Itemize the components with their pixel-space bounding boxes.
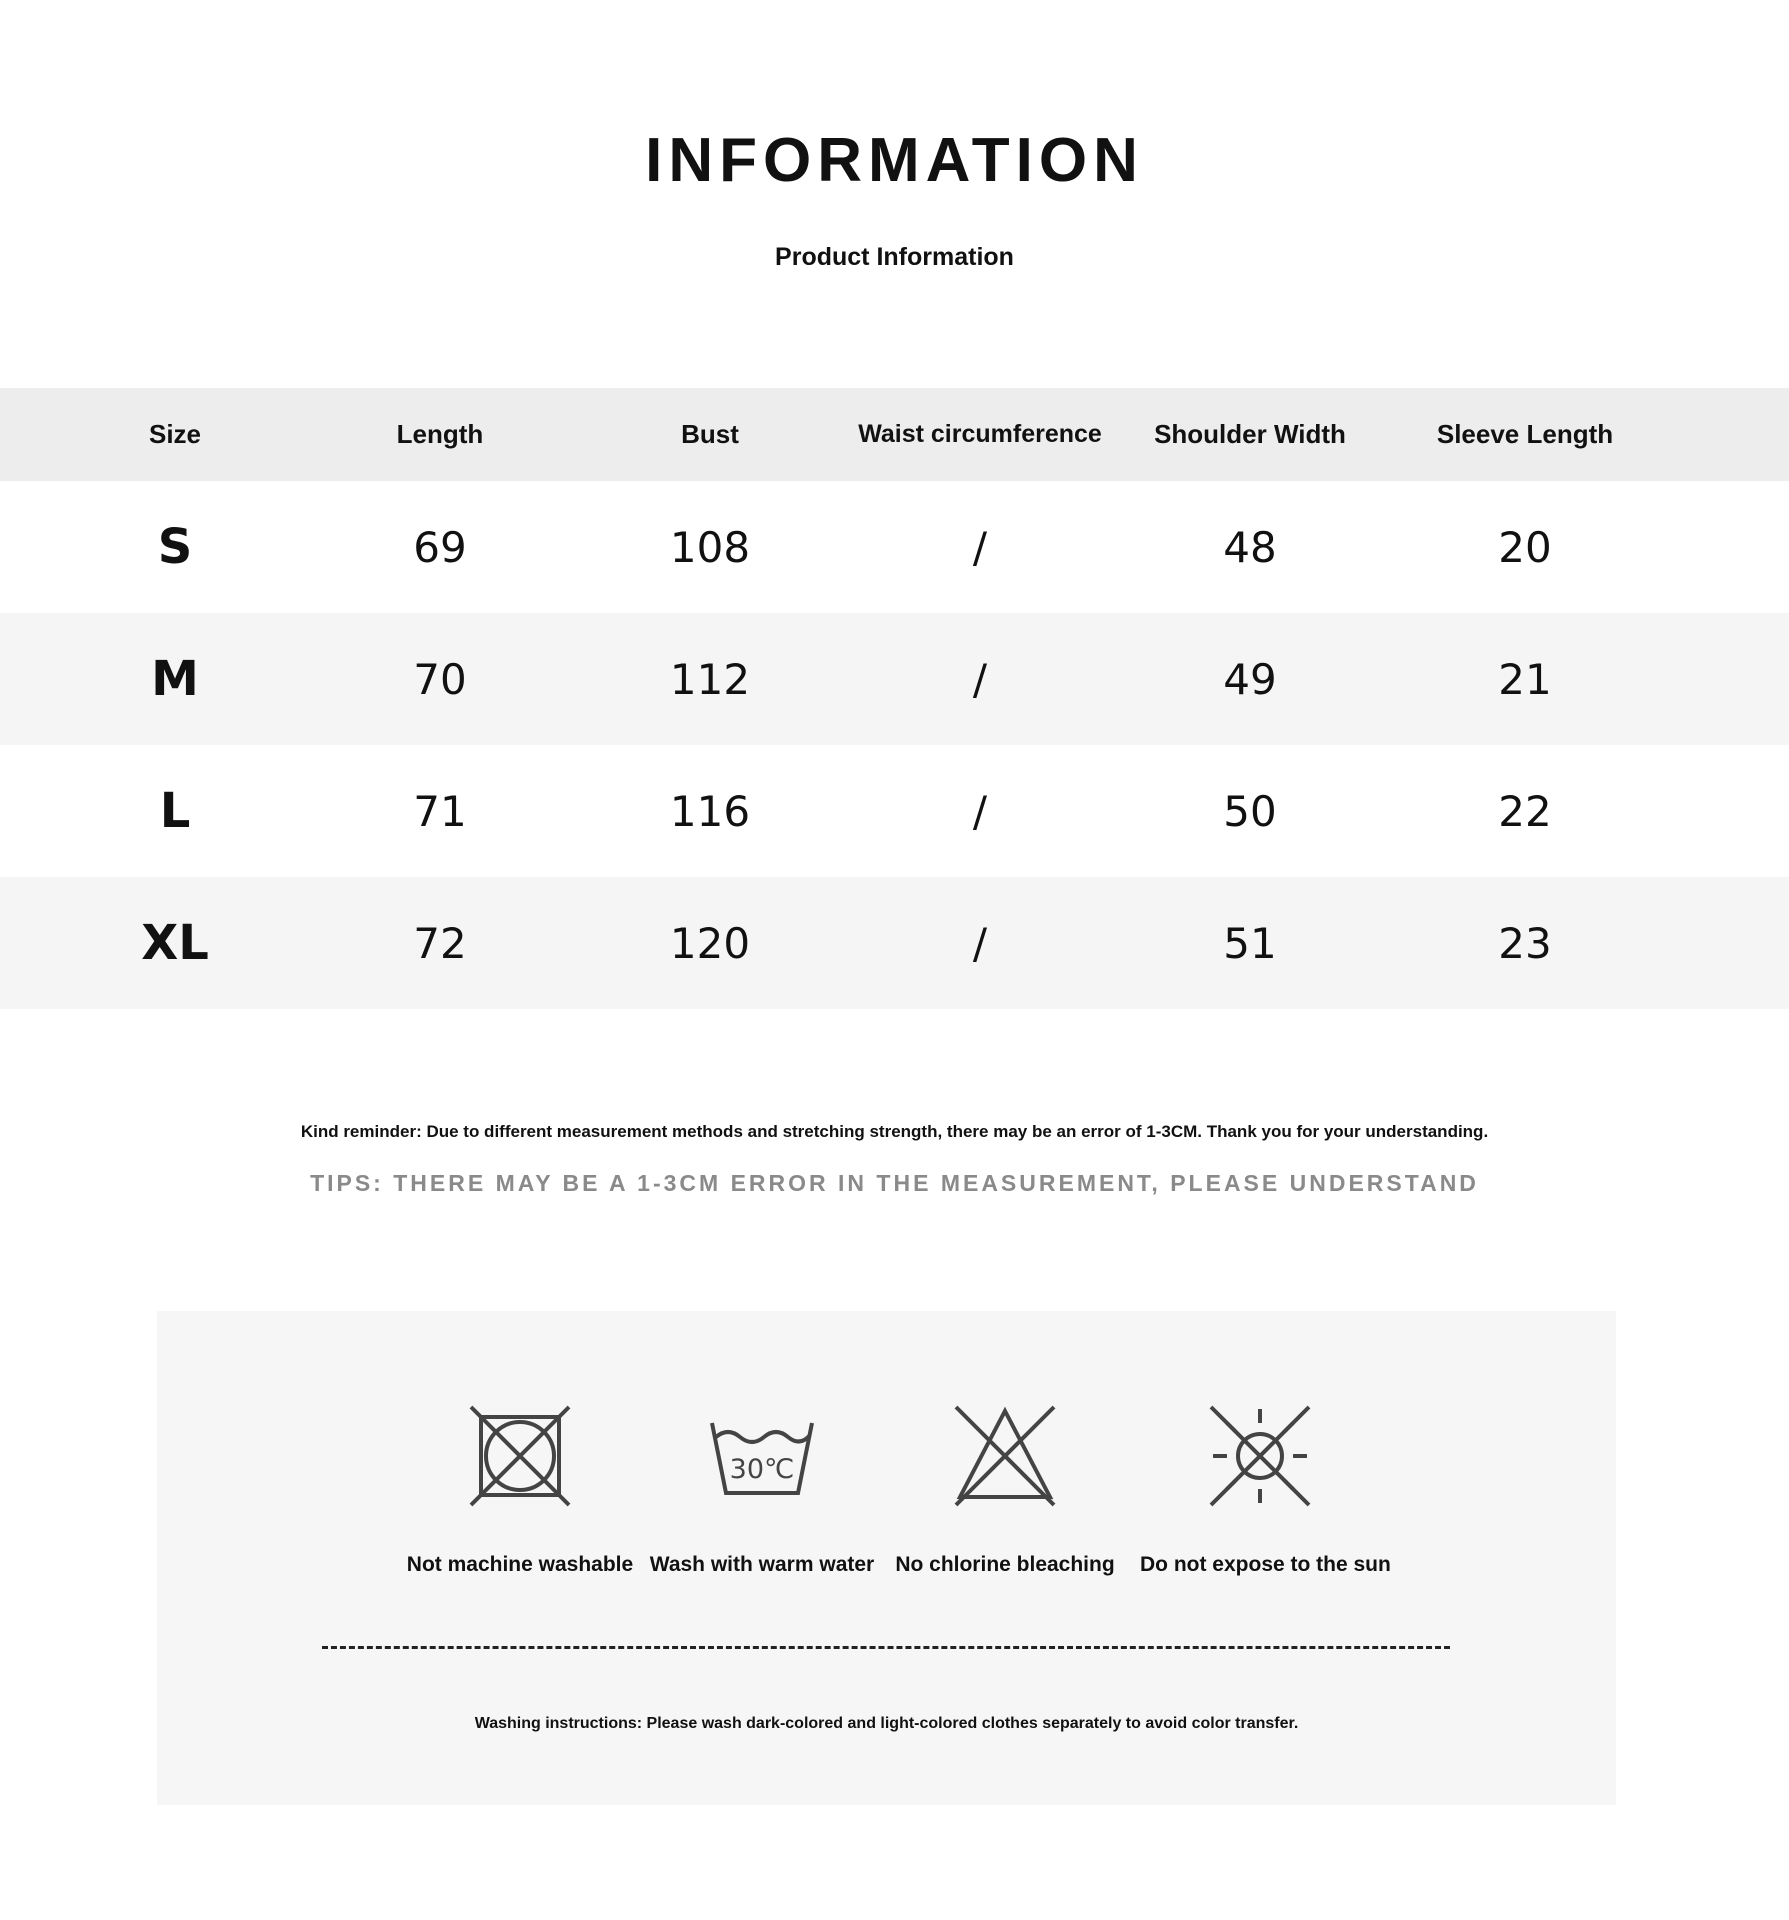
measurement-reminder: Kind reminder: Due to different measurement methods and stretching strength, there may be an error of 1-3CM. Thank you for your understanding. <box>300 1122 1489 1141</box>
waist-cell: / <box>972 786 988 836</box>
bust-cell: 116 <box>669 786 751 836</box>
bust-cell: 112 <box>669 654 751 704</box>
shoulder-cell: 49 <box>1223 654 1277 704</box>
table-row <box>0 745 1789 877</box>
care-label: Not machine washable <box>406 1553 634 1576</box>
sleeve-cell: 21 <box>1498 654 1552 704</box>
shoulder-cell: 48 <box>1223 522 1277 572</box>
column-header-shoulder: Shoulder Width <box>1154 419 1346 449</box>
bust-cell: 108 <box>669 522 751 572</box>
sleeve-cell: 23 <box>1498 918 1552 968</box>
care-item-no-bleach <box>885 1401 1125 1577</box>
divider <box>322 1646 1450 1649</box>
no-machine-wash-icon <box>465 1401 575 1511</box>
wash-30c-icon <box>702 1401 822 1511</box>
measurement-tips: TIPS: THERE MAY BE A 1-3CM ERROR IN THE MEASUREMENT, PLEASE UNDERSTAND <box>310 1170 1479 1196</box>
care-panel <box>157 1311 1616 1805</box>
size-cell: L <box>159 783 191 839</box>
length-cell: 71 <box>413 786 467 836</box>
care-item-no-sun <box>1140 1401 1391 1577</box>
length-cell: 69 <box>413 522 467 572</box>
waist-cell: / <box>972 522 988 572</box>
sleeve-cell: 20 <box>1498 522 1552 572</box>
bust-cell: 120 <box>669 918 751 968</box>
table-header-row <box>0 388 1789 481</box>
page-title: INFORMATION <box>645 126 1144 195</box>
column-header-length: Length <box>396 419 484 449</box>
table-row <box>0 481 1789 613</box>
care-label: No chlorine bleaching <box>895 1553 1115 1576</box>
size-cell: S <box>157 519 193 575</box>
no-sun-icon <box>1205 1401 1315 1511</box>
wash-temperature: 30℃ <box>729 1454 795 1485</box>
care-label: Do not expose to the sun <box>1140 1553 1391 1576</box>
no-bleach-icon <box>950 1401 1060 1511</box>
column-header-sleeve: Sleeve Length <box>1436 419 1614 449</box>
length-cell: 70 <box>413 654 467 704</box>
waist-cell: / <box>972 654 988 704</box>
shoulder-cell: 50 <box>1223 786 1277 836</box>
care-label: Wash with warm water <box>649 1553 875 1576</box>
sleeve-cell: 22 <box>1498 786 1552 836</box>
care-item-no-machine-wash <box>400 1401 640 1577</box>
size-cell: XL <box>141 915 209 971</box>
length-cell: 72 <box>413 918 467 968</box>
size-cell: M <box>151 651 199 707</box>
washing-instructions: Washing instructions: Please wash dark-colored and light-colored clothes separately to avoid color transfer. <box>474 1715 1299 1732</box>
column-header-waist: Waist circumference <box>858 420 1102 448</box>
table-row <box>0 613 1789 745</box>
column-header-bust: Bust <box>681 419 739 449</box>
size-table <box>0 388 1789 1009</box>
page-subtitle: Product Information <box>775 243 1014 271</box>
waist-cell: / <box>972 918 988 968</box>
shoulder-cell: 51 <box>1223 918 1277 968</box>
column-header-size: Size <box>148 419 202 449</box>
care-item-wash-warm <box>642 1401 882 1577</box>
table-row <box>0 877 1789 1009</box>
